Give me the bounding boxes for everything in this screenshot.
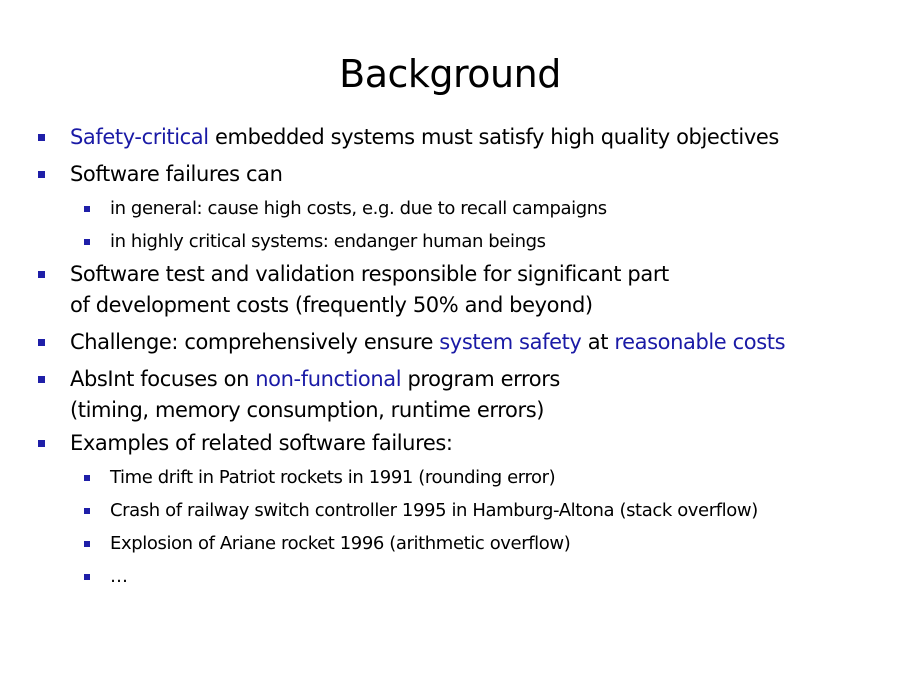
sub-item-critical-systems: in highly critical systems: endanger human beings <box>110 231 546 252</box>
square-bullet-icon <box>84 206 90 212</box>
highlight-reasonable-costs: reasonable costs <box>614 330 786 354</box>
sub-item-railway: Crash of railway switch controller 1995 in Hamburg-Altona (stack overflow) <box>110 500 758 521</box>
item-text: AbsInt focuses on <box>70 367 256 391</box>
square-bullet-icon <box>38 376 45 383</box>
item-line-1 <box>70 364 560 395</box>
square-bullet-icon <box>84 574 90 580</box>
square-bullet-icon <box>38 271 45 278</box>
highlight-system-safety: system safety <box>439 330 582 354</box>
bullet-item-safety-critical <box>70 122 779 153</box>
item-line-1: Software test and validation responsible for significant part <box>70 262 669 286</box>
sub-item-ellipsis: … <box>110 566 128 587</box>
item-text: Challenge: comprehensively ensure <box>70 330 440 354</box>
item-line-2: (timing, memory consumption, runtime errors) <box>70 398 545 422</box>
highlight-safety-critical: Safety-critical <box>70 125 209 149</box>
slide-title: Background <box>339 52 561 96</box>
highlight-non-functional: non-functional <box>255 367 402 391</box>
square-bullet-icon <box>84 541 90 547</box>
square-bullet-icon <box>38 440 45 447</box>
square-bullet-icon <box>38 171 45 178</box>
bullet-item-absint-focus <box>70 364 560 426</box>
item-text: embedded systems must satisfy high quality objectives <box>208 125 779 149</box>
bullet-item-examples: Examples of related software failures: <box>70 431 453 455</box>
square-bullet-icon <box>84 508 90 514</box>
bullet-item-test-validation <box>70 259 669 321</box>
square-bullet-icon <box>38 339 45 346</box>
item-text: program errors <box>401 367 560 391</box>
square-bullet-icon <box>84 239 90 245</box>
item-line-2: of development costs (frequently 50% and beyond) <box>70 293 593 317</box>
bullet-item-challenge <box>70 327 785 358</box>
item-text: at <box>581 330 615 354</box>
sub-item-general: in general: cause high costs, e.g. due to recall campaigns <box>110 198 607 219</box>
bullet-item-software-failures: Software failures can <box>70 162 283 186</box>
sub-item-ariane: Explosion of Ariane rocket 1996 (arithmetic overflow) <box>110 533 571 554</box>
sub-item-patriot: Time drift in Patriot rockets in 1991 (rounding error) <box>110 467 556 488</box>
square-bullet-icon <box>84 475 90 481</box>
square-bullet-icon <box>38 134 45 141</box>
